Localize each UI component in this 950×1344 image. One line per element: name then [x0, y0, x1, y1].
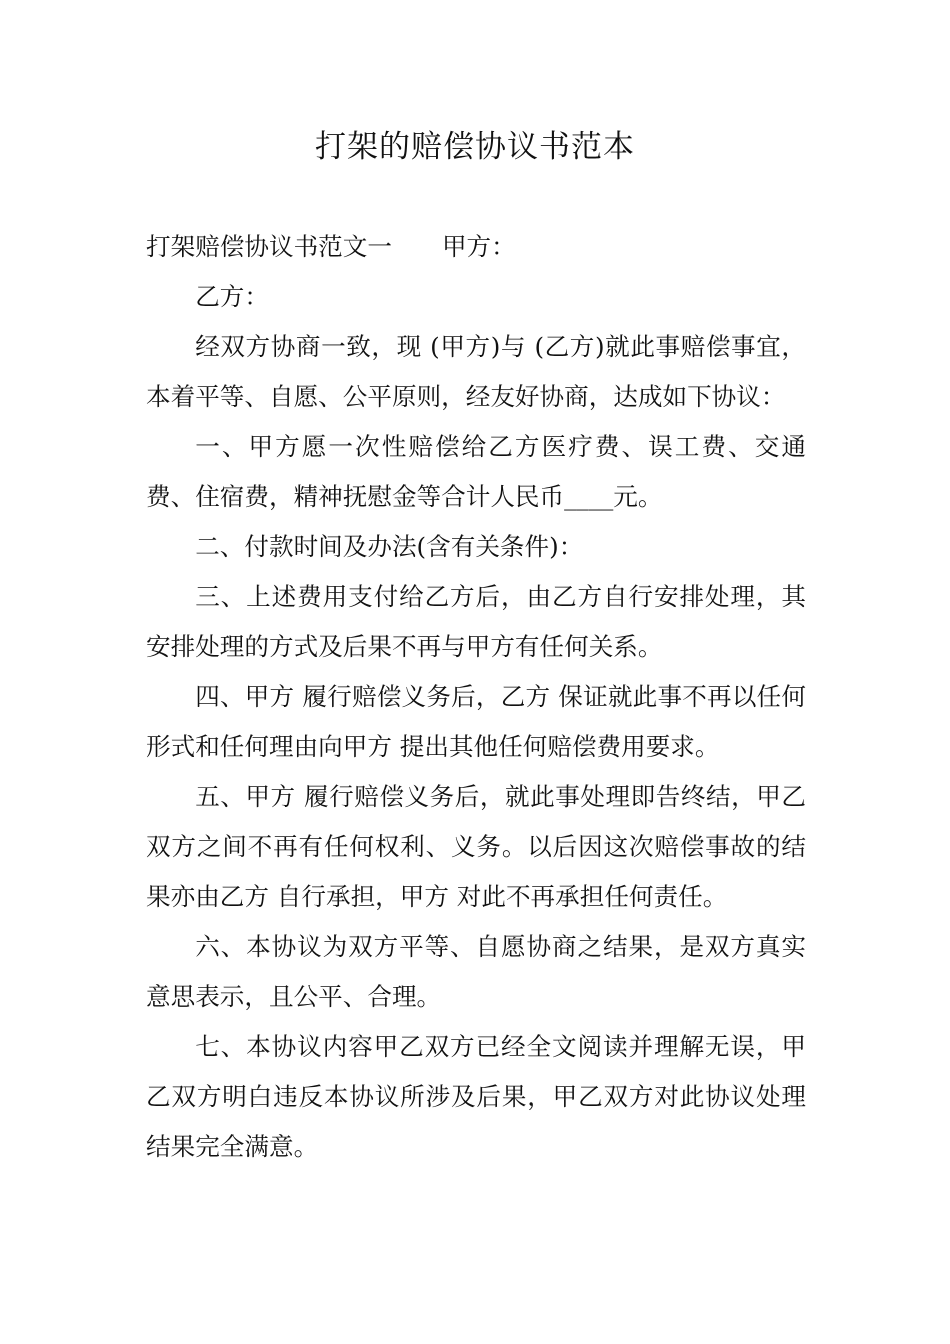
- party-a-label: 甲方：: [441, 232, 516, 261]
- clause-2: 二、付款时间及办法(含有关条件)：: [195, 532, 584, 561]
- clause-3: 三、上述费用支付给乙方后，由乙方自行安排处理，其安排处理的方式及后果不再与甲方有任何关系。: [146, 582, 806, 661]
- section-heading: 打架赔偿协议书范文一: [146, 232, 392, 261]
- intro-paragraph: 经双方协商一致，现 (甲方)与 (乙方)就此事赔偿事宜，本着平等、自愿、公平原则，经友好协商，达成如下协议：: [146, 332, 806, 411]
- document-title: 打架的赔偿协议书范本: [315, 129, 635, 165]
- clause-4: 四、甲方 履行赔偿义务后，乙方 保证就此事不再以任何形式和任何理由向甲方 提出其他任何赔偿费用要求。: [146, 682, 806, 761]
- heading-line: [146, 222, 806, 272]
- clause-1: 一、甲方愿一次性赔偿给乙方医疗费、误工费、交通费、住宿费，精神抚慰金等合计人民币____元。: [146, 432, 806, 511]
- clause-7: 七、本协议内容甲乙双方已经全文阅读并理解无误，甲乙双方明白违反本协议所涉及后果，甲乙双方对此协议处理结果完全满意。: [146, 1032, 806, 1161]
- clause-6: 六、本协议为双方平等、自愿协商之结果，是双方真实意思表示，且公平、合理。: [146, 932, 806, 1011]
- document-body: [146, 222, 806, 1172]
- clause-5: 五、甲方 履行赔偿义务后，就此事处理即告终结，甲乙双方之间不再有任何权利、义务。以后因这次赔偿事故的结果亦由乙方 自行承担，甲方 对此不再承担任何责任。: [146, 782, 806, 911]
- party-b-label: 乙方：: [195, 282, 269, 311]
